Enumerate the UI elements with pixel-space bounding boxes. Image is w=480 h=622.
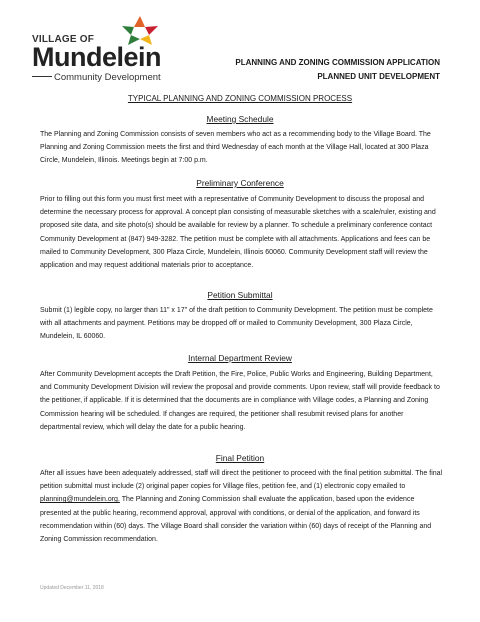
final-petition-text-a: After all issues have been adequately addressed, staff will direct the petitioner to proceed with the final petition submittal. The final petition submittal must include (2) original paper copies for Village files, petition fee, and (1) electronic copy emailed to: [40, 470, 443, 491]
logo-village-of: VILLAGE OF: [32, 34, 94, 45]
meeting-schedule-text: The Planning and Zoning Commission consists of seven members who act as a recommending body to the Village Board. The Planning and Zoning Commission meets the first and third Wednesday of each month at the Village Hall, located at 300 Plaza Circle, Mundelein, Illinois. Meetings begin at 7:00 p.m.: [40, 131, 431, 165]
village-logo: [32, 14, 192, 83]
final-petition-heading: Final Petition: [215, 453, 265, 463]
logo-divider: [32, 76, 52, 77]
header-line-2: PLANNED UNIT DEVELOPMENT: [317, 72, 440, 81]
header-line-1: PLANNING AND ZONING COMMISSION APPLICATION: [235, 58, 440, 67]
logo-subtitle: Community Development: [54, 72, 161, 83]
final-petition-text-b: The Planning and Zoning Commission shall evaluate the application, based upon the evidence presented at the public hearing, recommend approval, approval with conditions, or denial of the application, and forward its recommendation within (60) days. The Village Board shall consider the variation within (60) days of receipt of the Planning and Zoning Commission recommendation.: [40, 496, 432, 544]
petition-submittal-heading: Petition Submittal: [207, 290, 273, 300]
planning-email-link[interactable]: planning@mundelein.org.: [40, 496, 120, 504]
updated-date-footer: Updated December 11, 2018: [40, 585, 104, 591]
internal-review-heading: Internal Department Review: [188, 353, 292, 363]
internal-review-text: After Community Development accepts the Draft Petition, the Fire, Police, Public Works and Engineering, Building Department, and Community Development Division will review the proposal and provide comments. Upon review, staff will provide feedback to the petitioner, if applicable. If it is determined that the documents are in compliance with Village codes, a Planning and Zoning Commission hearing will be scheduled. If changes are required, the petitioner shall resubmit revised plans for another departmental review, which will delay the date for a public hearing.: [40, 371, 440, 431]
final-petition-text: [40, 467, 444, 546]
page-title: TYPICAL PLANNING AND ZONING COMMISSION PROCESS: [127, 94, 353, 103]
preliminary-conference-heading: Preliminary Conference: [196, 178, 284, 188]
petition-submittal-text: Submit (1) legible copy, no larger than 11" x 17" of the draft petition to Community Development. The petition must be complete with all attachments and payment. Petitions may be dropped off or mailed to Community Development, 300 Plaza Circle, Mundelein, IL 60060.: [40, 307, 433, 341]
meeting-schedule-heading: Meeting Schedule: [206, 114, 274, 124]
logo-name: Mundelein: [32, 42, 161, 72]
preliminary-conference-text: Prior to filling out this form you must first meet with a representative of Community Development to discuss the proposal and determine the necessary process for approval. A concept plan consisting of measurable sketches with a scale/ruler, existing and proposed site data, and site photo(s) should be available for review by a planner. To schedule a preliminary conference contact Community Development at (847) 949-3282. The petition must be complete with all attachments. Applications and fees can be mailed to Community Development, 300 Plaza Circle, Mundelein, Illinois 60060. Community Development staff will review the application and may request additional materials prior to acceptance.: [40, 196, 436, 270]
